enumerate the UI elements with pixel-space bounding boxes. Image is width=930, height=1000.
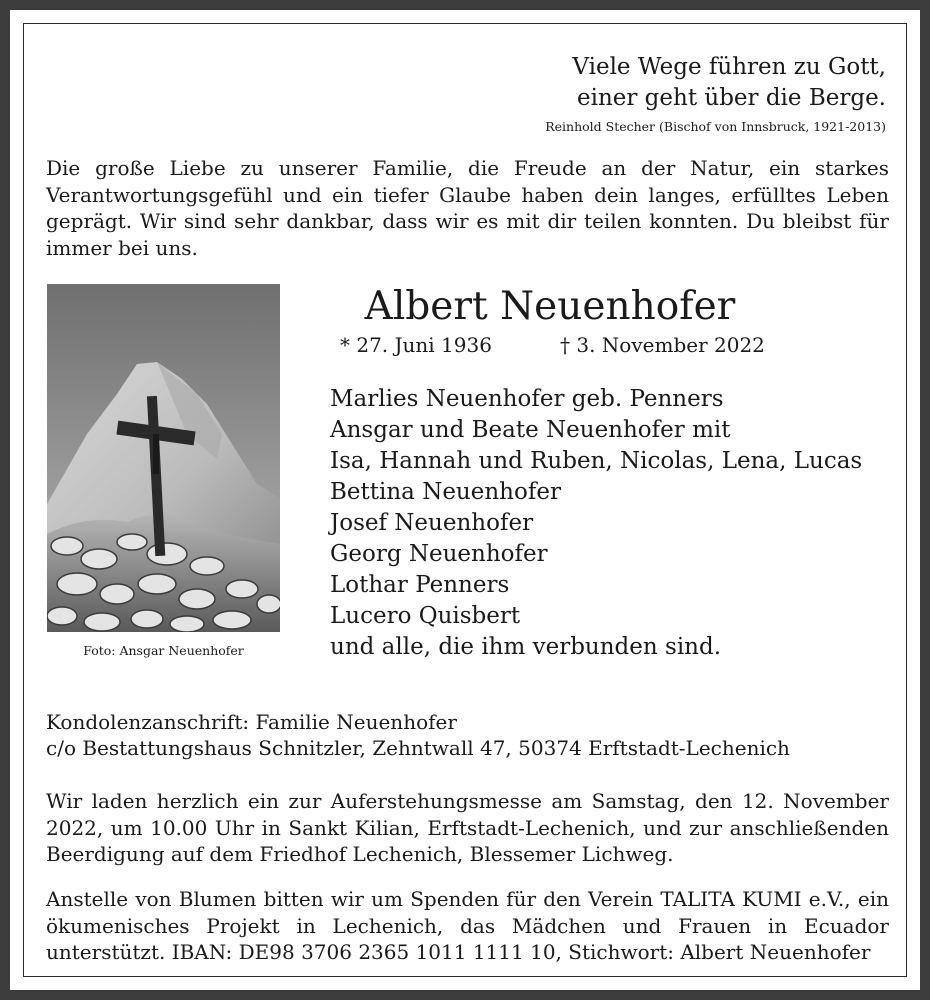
- mourners-list: [330, 384, 862, 663]
- motto-line-2: einer geht über die Berge.: [576, 85, 886, 111]
- mourner-line: Lothar Penners: [330, 572, 510, 598]
- intro-text: Die große Liebe zu unserer Familie, die Freude an der Natur, ein starkes Verantwortungsgefühl und ein tiefer Glaube haben dein langes, erfülltes Leben geprägt. Wir sind sehr dankbar, dass wir es mit dir teilen konnten. Du bleibst für immer bei uns.: [46, 156, 889, 260]
- motto-author: Reinhold Stecher (Bischof von Innsbruck, 1921-2013): [545, 119, 886, 134]
- mourner-line: Marlies Neuenhofer geb. Penners: [330, 386, 724, 412]
- photo-image: [47, 284, 280, 632]
- photo-credit: Foto: Ansgar Neuenhofer: [83, 643, 244, 658]
- mourner-line: Bettina Neuenhofer: [330, 479, 561, 505]
- mourner-line: Ansgar und Beate Neuenhofer mit: [330, 417, 731, 443]
- motto-line-1: Viele Wege führen zu Gott,: [572, 54, 886, 80]
- death-date: † 3. November 2022: [560, 333, 765, 357]
- motto-quote: [545, 52, 886, 136]
- condolence-line-2: c/o Bestattungshaus Schnitzler, Zehntwall 47, 50374 Erftstadt-Lechenich: [46, 736, 790, 760]
- funeral-invitation: Wir laden herzlich ein zur Auferstehungsmesse am Samstag, den 12. November 2022, um 10.00 Uhr in Sankt Kilian, Erftstadt-Lechenich, und zur anschließenden Beerdigung auf dem Friedhof Lechenich, Blessemer Lichweg.: [46, 789, 889, 866]
- mourner-line: Josef Neuenhofer: [330, 510, 534, 536]
- condolence-line-1: Kondolenzanschrift: Familie Neuenhofer: [46, 710, 457, 734]
- birth-date: * 27. Juni 1936: [340, 333, 492, 357]
- mourner-line: Lucero Quisbert: [330, 603, 521, 629]
- donation-request: Anstelle von Blumen bitten wir um Spenden für den Verein TALITA KUMI e.V., ein ökumenisches Projekt in Lechenich, das Mädchen und Frauen in Ecuador unterstützt. IBAN: DE98 3706 2365 1011 1111 10, Stichwort: Albert Neuenhofer: [46, 887, 889, 964]
- mourner-line: Georg Neuenhofer: [330, 541, 548, 567]
- condolence-address: [46, 709, 790, 761]
- mourner-line: und alle, die ihm verbunden sind.: [330, 634, 722, 660]
- deceased-name: Albert Neuenhofer: [364, 284, 736, 329]
- mourner-line: Isa, Hannah und Ruben, Nicolas, Lena, Lucas: [330, 448, 863, 474]
- summit-cross-photo: [47, 284, 280, 632]
